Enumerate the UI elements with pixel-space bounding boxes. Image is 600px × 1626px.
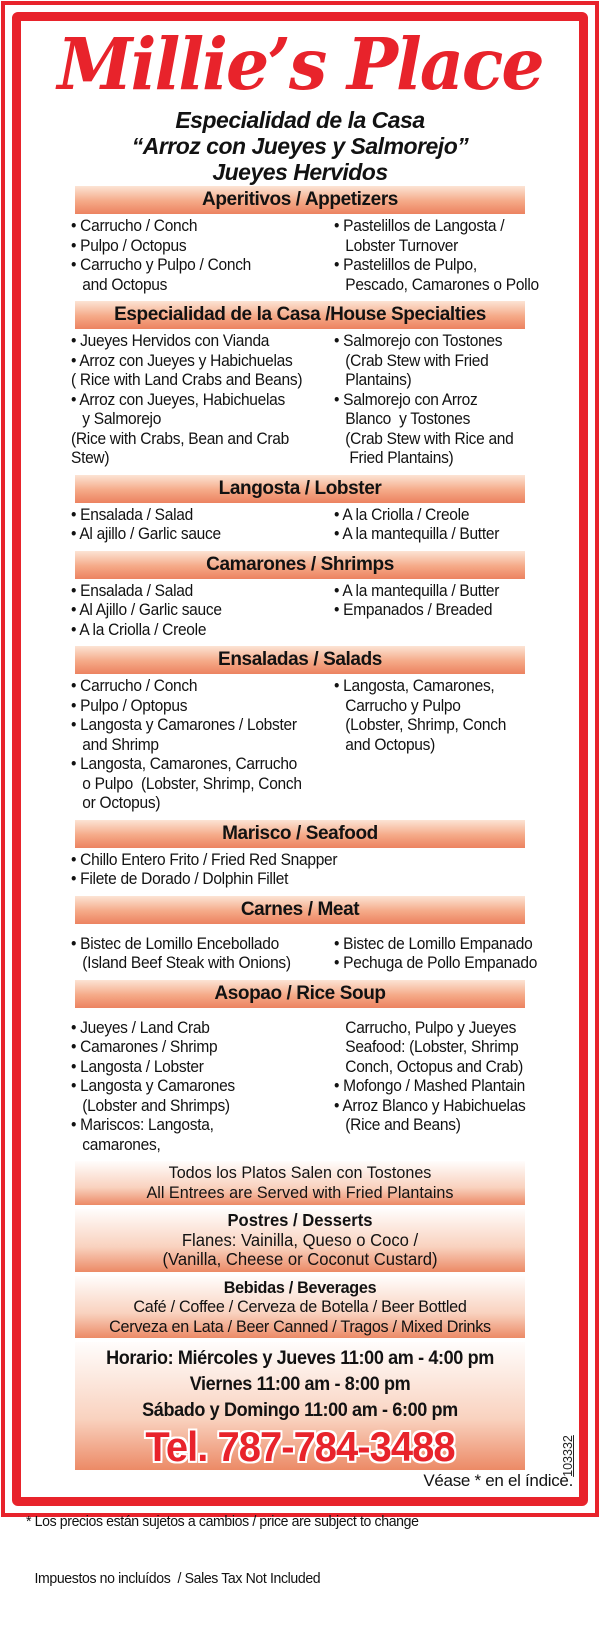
menu-column — [334, 1019, 553, 1156]
menu-item: • Bistec de Lomillo Empanado — [334, 935, 553, 955]
menu-item: • Camarones / Shrimp — [71, 1038, 318, 1058]
menu-item: • Pastelillos de Pulpo, Pescado, Camarones o Pollo — [334, 256, 553, 295]
menu-item: • Langosta, Camarones, Carrucho y Pulpo (Lobster, Shrimp, Conch and Octopus) — [334, 677, 553, 755]
see-index-note: Véase * en el índice. — [423, 1471, 573, 1490]
menu-item: • Salmorejo con Arroz Blanco y Tostones (Crab Stew with Rice and Fried Plantains) — [334, 391, 553, 469]
beverages-box — [75, 1276, 525, 1339]
beverages-line: Café / Coffee / Cerveza de Botella / Beer Bottled — [133, 1297, 467, 1316]
disclaimer-line: Impuestos no incluídos / Sales Tax Not Included — [34, 1570, 321, 1587]
subtitle-line: Especialidad de la Casa — [175, 107, 425, 133]
section-langosta — [21, 475, 579, 545]
menu-item: • Carrucho y Pulpo / Conch and Octopus — [71, 256, 318, 295]
menu-column — [71, 582, 318, 641]
menu-column — [334, 582, 553, 641]
menu-column — [71, 935, 318, 974]
menu-column — [334, 935, 553, 974]
menu-item: • A la mantequilla / Butter — [334, 525, 553, 545]
menu-column — [334, 217, 553, 295]
ad-id-number: 103332 — [561, 1435, 575, 1477]
section-asopao — [21, 980, 579, 1156]
section-banner-ensaladas: Ensaladas / Salads — [75, 646, 525, 674]
menu-item: • Ensalada / Salad — [71, 506, 318, 526]
section-banner-carnes: Carnes / Meat — [75, 896, 525, 924]
section-banner-aperitivos: Aperitivos / Appetizers — [75, 186, 525, 214]
hours-line: Viernes 11:00 am - 8:00 pm — [189, 1374, 411, 1395]
menu-item: (Rice with Crabs, Bean and Crab Stew) — [71, 429, 294, 467]
menu-item: • Arroz con Jueyes, Habichuelas y Salmorejo — [71, 391, 318, 430]
section-items — [21, 217, 579, 295]
menu-column — [71, 1019, 318, 1156]
section-banner-especialidad: Especialidad de la Casa /House Specialties — [75, 301, 525, 329]
menu-column — [71, 506, 318, 545]
menu-item: • Mofongo / Mashed Plantain — [334, 1077, 553, 1097]
disclaimer-line: * Los precios están sujetos a cambios / price are subject to change — [26, 1513, 419, 1530]
note-line: All Entrees are Served with Fried Plantains — [146, 1183, 454, 1202]
tostones-note-text — [86, 1163, 514, 1203]
hours-text — [86, 1346, 514, 1470]
desserts-line: (Vanilla, Cheese or Coconut Custard) — [162, 1249, 438, 1269]
menu-item: • Jueyes Hervidos con Vianda — [71, 332, 318, 352]
menu-column — [334, 506, 553, 545]
menu-item: ( Rice with Land Crabs and Beans) — [71, 371, 303, 389]
price-disclaimer — [26, 1474, 546, 1626]
menu-item: • Pulpo / Optopus — [71, 697, 318, 717]
menu-item: Carrucho, Pulpo y Jueyes Seafood: (Lobster, Shrimp Conch, Octopus and Crab) — [345, 1018, 523, 1076]
tostones-note-box — [75, 1161, 525, 1205]
menu-column — [334, 332, 553, 469]
menu-item: • Pulpo / Octopus — [71, 237, 318, 257]
section-banner-langosta: Langosta / Lobster — [75, 475, 525, 503]
menu-item: • Arroz con Jueyes y Habichuelas — [71, 352, 318, 372]
section-items — [21, 851, 579, 890]
section-marisco — [21, 820, 579, 890]
menu-item: • Langosta, Camarones, Carrucho o Pulpo (Lobster, Shrimp, Conch or Octopus) — [71, 755, 318, 814]
menu-item: • Salmorejo con Tostones (Crab Stew with Fried Plantains) — [334, 332, 553, 391]
section-banner-camarones: Camarones / Shrimps — [75, 551, 525, 579]
section-items — [21, 1019, 579, 1156]
menu-column — [334, 677, 553, 814]
section-items — [21, 582, 579, 641]
menu-item: • Ensalada / Salad — [71, 582, 318, 602]
house-specialty-header — [21, 107, 579, 185]
menu-item: • Al ajillo / Garlic sauce — [71, 525, 318, 545]
subtitle-line: Jueyes Hervidos — [212, 159, 388, 185]
section-banner-marisco: Marisco / Seafood — [75, 820, 525, 848]
desserts-title: Postres / Desserts — [227, 1210, 373, 1230]
beverages-text — [86, 1278, 514, 1337]
beverages-line: Cerveza en Lata / Beer Canned / Tragos / Mixed Drinks — [109, 1316, 491, 1336]
menu-item: • Jueyes / Land Crab — [71, 1019, 318, 1039]
section-carnes — [21, 896, 579, 974]
section-camarones — [21, 551, 579, 641]
section-items — [21, 332, 579, 469]
sections — [21, 186, 579, 1155]
menu-content — [21, 21, 579, 1587]
beverages-title: Bebidas / Beverages — [223, 1277, 377, 1297]
menu-item: • Carrucho / Conch — [71, 677, 318, 697]
menu-column — [71, 332, 318, 469]
menu-item: • Pastelillos de Langosta / Lobster Turnover — [334, 217, 553, 256]
section-items — [21, 506, 579, 545]
desserts-text — [86, 1211, 514, 1270]
menu-item: • Chillo Entero Frito / Fried Red Snapper — [71, 851, 537, 871]
hours-line: Horario: Miércoles y Jueves 11:00 am - 4:00 pm — [106, 1348, 494, 1369]
menu-item: • Arroz Blanco y Habichuelas (Rice and Beans) — [334, 1097, 553, 1136]
hours-line: Sábado y Domingo 11:00 am - 6:00 pm — [142, 1400, 458, 1421]
menu-item: • A la Criolla / Creole — [334, 506, 553, 526]
section-especialidad — [21, 301, 579, 469]
menu-item: • Mariscos: Langosta, camarones, — [71, 1116, 318, 1155]
section-aperitivos — [21, 186, 579, 295]
desserts-box — [75, 1209, 525, 1272]
section-items — [21, 935, 579, 974]
phone-number: Tel. 787-784-3488 — [145, 1423, 455, 1470]
menu-column — [71, 677, 318, 814]
menu-column — [71, 851, 537, 890]
restaurant-name: Millie’s Place — [57, 23, 543, 107]
menu-item: • Langosta / Lobster — [71, 1058, 318, 1078]
menu-item: • Langosta y Camarones / Lobster and Shrimp — [71, 716, 318, 755]
hours-phone-box — [75, 1342, 525, 1470]
note-line: Todos los Platos Salen con Tostones — [168, 1163, 432, 1182]
menu-item: • Filete de Dorado / Dolphin Fillet — [71, 870, 537, 890]
section-ensaladas — [21, 646, 579, 814]
subtitle-line: “Arroz con Jueyes y Salmorejo” — [131, 133, 469, 159]
menu-item: • A la Criolla / Creole — [71, 621, 318, 641]
menu-item: • Al Ajillo / Garlic sauce — [71, 601, 318, 621]
menu-item: • Carrucho / Conch — [71, 217, 318, 237]
section-banner-asopao: Asopao / Rice Soup — [75, 980, 525, 1008]
menu-item: • Langosta y Camarones (Lobster and Shrimps) — [71, 1077, 318, 1116]
menu-column — [71, 217, 318, 295]
menu-item: • Bistec de Lomillo Encebollado (Island Beef Steak with Onions) — [71, 935, 318, 974]
menu-item: • A la mantequilla / Butter — [334, 582, 553, 602]
desserts-line: Flanes: Vainilla, Queso o Coco / — [181, 1229, 419, 1250]
menu-item: • Empanados / Breaded — [334, 601, 553, 621]
menu-item: • Pechuga de Pollo Empanado — [334, 954, 553, 974]
section-items — [21, 677, 579, 814]
